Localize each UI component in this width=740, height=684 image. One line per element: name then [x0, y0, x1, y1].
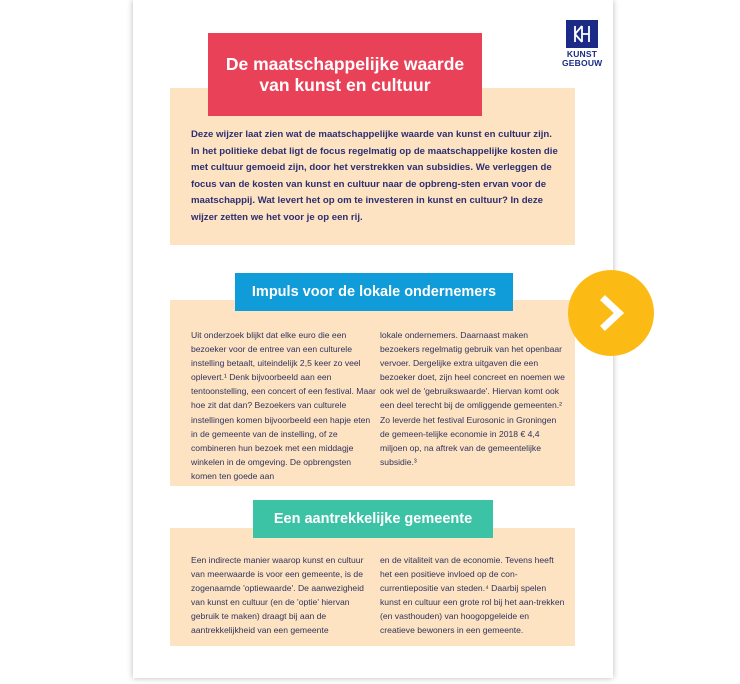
- section2-heading: Een aantrekkelijke gemeente: [253, 500, 493, 538]
- page-title: De maatschappelijke waarde van kunst en cultuur: [225, 53, 465, 95]
- section1-heading: Impuls voor de lokale ondernemers: [235, 273, 513, 311]
- section2-column2: en de vitaliteit van de economie. Tevens heeft het een positieve invloed op de con-currentiepositie van steden.⁴ Daarbij spelen kunst en cultuur een grote rol bij het aan-trekken (en vasthouden) van hoogopgeleide en creatieve bewoners in een gemeente.: [380, 555, 565, 636]
- section1-column2: lokale ondernemers. Daarnaast maken bezoekers regelmatig gebruik van het openbaar vervoer. Dergelijke extra uitgaven die een bezoeker doet, zijn heel concreet en noemen we ook wel de 'gebruikswaarde'. Hiervan komt ook een deel terecht bij de omliggende gemeenten.² Zo leverde het festival Eurosonic in Groningen de gemeen-telijke economie in 2018 € 4,4 miljoen op, na aftrek van de gemeentelijke subsidie.³: [380, 330, 565, 467]
- title-banner: [208, 33, 482, 116]
- section1-column1: Uit onderzoek blijkt dat elke euro die een bezoeker voor de entree van een culturele instelling betaalt, uiteindelijk 2,5 keer zo veel oplevert.¹ Denk bijvoorbeeld aan een tentoonstelling, een concert of een festival. Maar hoe zit dat dan? Bezoekers van culturele instellingen komen bijvoorbeeld een hapje eten in de gemeente van de instelling, of ze combineren hun bezoek met een middagje winkelen in de omgeving. De opbrengsten komen ten goede aan: [191, 330, 376, 481]
- section2-column1: Een indirecte manier waarop kunst en cultuur van meerwaarde is voor een gemeente, is de zogenaamde 'optiewaarde'. De aanwezigheid van kunst en cultuur (en de 'optie' hiervan gebruik te maken) draagt bij aan de aantrekkelijkheid van een gemeente: [191, 555, 364, 636]
- logo-text-line2: GEBOUW: [562, 58, 603, 68]
- kunstgebouw-logo: [562, 20, 602, 68]
- kh-logo-icon: [566, 20, 598, 48]
- document-page: [133, 0, 613, 678]
- logo-text-line1: KUNST: [566, 49, 598, 59]
- next-page-button[interactable]: [568, 270, 654, 356]
- intro-text: Deze wijzer laat zien wat de maatschappelijke waarde van kunst en cultuur zijn. In het politieke debat ligt de focus regelmatig op de maatschappelijke kosten die met cultuur gemoeid zijn, door het verstrekken van subsidies. We verleggen de focus van de kosten van kunst en cultuur naar de opbreng-sten ervan voor de maatschappij. Wat levert het op om te investeren in kunst en cultuur? In deze wijzer zetten we het voor je op een rij.: [191, 129, 558, 223]
